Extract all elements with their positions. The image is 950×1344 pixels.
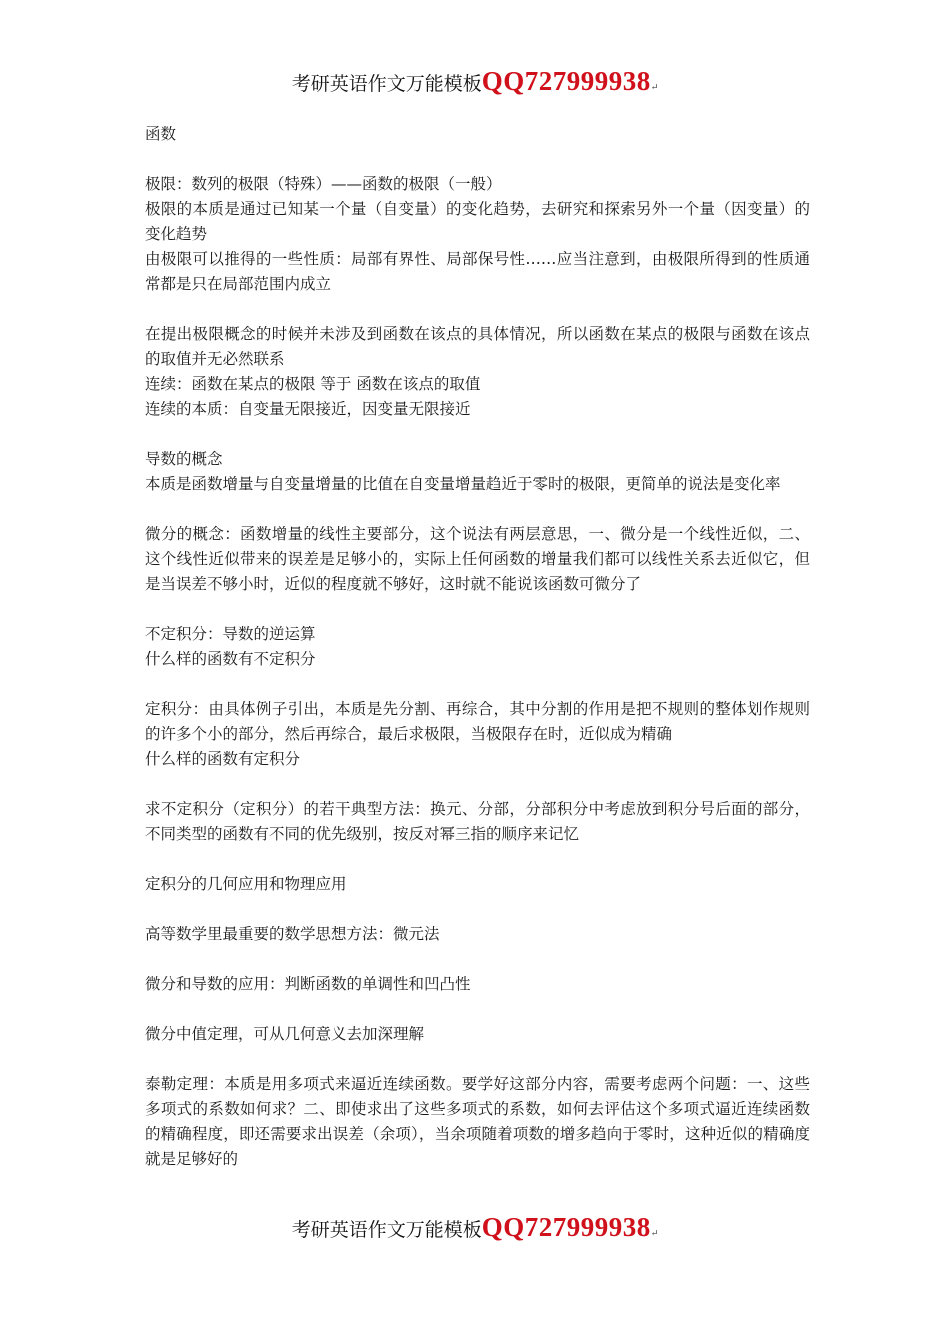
blank-line — [145, 897, 810, 922]
footer-qq-number: QQ727999938 — [481, 1212, 651, 1242]
paragraph-integration-methods: 求不定积分（定积分）的若干典型方法：换元、分部，分部积分中考虑放到积分号后面的部分，不同类型的函数有不同的优先级别，按反对幂三指的顺序来记忆 — [145, 800, 810, 843]
header-title: 考研英语作文万能模板 — [291, 73, 482, 95]
footer-paragraph-mark: ↵ — [650, 1229, 659, 1239]
paragraph-derivative-essence: 本质是函数增量与自变量增量的比值在自变量增量趋近于零时的极限，更简单的说法是变化率 — [145, 475, 781, 493]
blank-line — [145, 947, 810, 972]
paragraph-definite-integral-question: 什么样的函数有定积分 — [145, 750, 301, 768]
blank-line — [145, 672, 810, 697]
paragraph-indefinite-integral: 不定积分：导数的逆运算 — [145, 625, 316, 643]
header-paragraph-mark: ↵ — [650, 83, 659, 93]
paragraph-derivative-heading: 导数的概念 — [145, 450, 223, 468]
paragraph-limit-properties: 由极限可以推得的一些性质：局部有界性、局部保号性……应当注意到，由极限所得到的性质通常都是只在局部范围内成立 — [145, 250, 810, 293]
blank-line — [145, 147, 810, 172]
paragraph-differential: 微分的概念：函数增量的线性主要部分，这个说法有两层意思，一、微分是一个线性近似，二、这个线性近似带来的误差是足够小的，实际上任何函数的增量我们都可以线性关系去近似它，但是当误差不够小时，近似的程度就不够好，这时就不能说该函数可微分了 — [145, 525, 810, 593]
blank-line — [145, 847, 810, 872]
document-body — [145, 122, 810, 1172]
paragraph-limit: 极限：数列的极限（特殊）——函数的极限（一般） — [145, 175, 502, 193]
blank-line — [145, 597, 810, 622]
paragraph-mean-value-theorem: 微分中值定理，可从几何意义去加深理解 — [145, 1025, 425, 1043]
paragraph-derivative-applications: 微分和导数的应用：判断函数的单调性和凹凸性 — [145, 975, 471, 993]
blank-line — [145, 422, 810, 447]
paragraph-integral-applications: 定积分的几何应用和物理应用 — [145, 875, 347, 893]
paragraph-infinitesimal-method: 高等数学里最重要的数学思想方法：微元法 — [145, 925, 440, 943]
paragraph-limit-essence: 极限的本质是通过已知某一个量（自变量）的变化趋势，去研究和探索另外一个量（因变量）的变化趋势 — [145, 200, 810, 243]
blank-line — [145, 772, 810, 797]
page-footer — [0, 1212, 950, 1243]
blank-line — [145, 1047, 810, 1072]
paragraph-indefinite-integral-question: 什么样的函数有不定积分 — [145, 650, 316, 668]
paragraph-limit-concept: 在提出极限概念的时候并未涉及到函数在该点的具体情况，所以函数在某点的极限与函数在该点的取值并无必然联系 — [145, 325, 810, 368]
page-header — [0, 66, 950, 97]
footer-title: 考研英语作文万能模板 — [291, 1219, 482, 1241]
blank-line — [145, 497, 810, 522]
paragraph-definite-integral: 定积分：由具体例子引出，本质是先分割、再综合，其中分割的作用是把不规则的整体划作规则的许多个小的部分，然后再综合，最后求极限，当极限存在时，近似成为精确 — [145, 700, 810, 743]
header-qq-number: QQ727999938 — [481, 66, 651, 96]
paragraph-continuity: 连续：函数在某点的极限 等于 函数在该点的取值 — [145, 375, 481, 393]
paragraph-continuity-essence: 连续的本质：自变量无限接近，因变量无限接近 — [145, 400, 471, 418]
paragraph-taylor-theorem: 泰勒定理：本质是用多项式来逼近连续函数。要学好这部分内容，需要考虑两个问题：一、这些多项式的系数如何求？二、即使求出了这些多项式的系数，如何去评估这个多项式逼近连续函数的精确程度，即还需要求出误差（余项），当余项随着项数的增多趋向于零时，这种近似的精确度就是足够好的 — [145, 1075, 810, 1168]
blank-line — [145, 997, 810, 1022]
section-heading-functions: 函数 — [145, 125, 177, 143]
blank-line — [145, 297, 810, 322]
